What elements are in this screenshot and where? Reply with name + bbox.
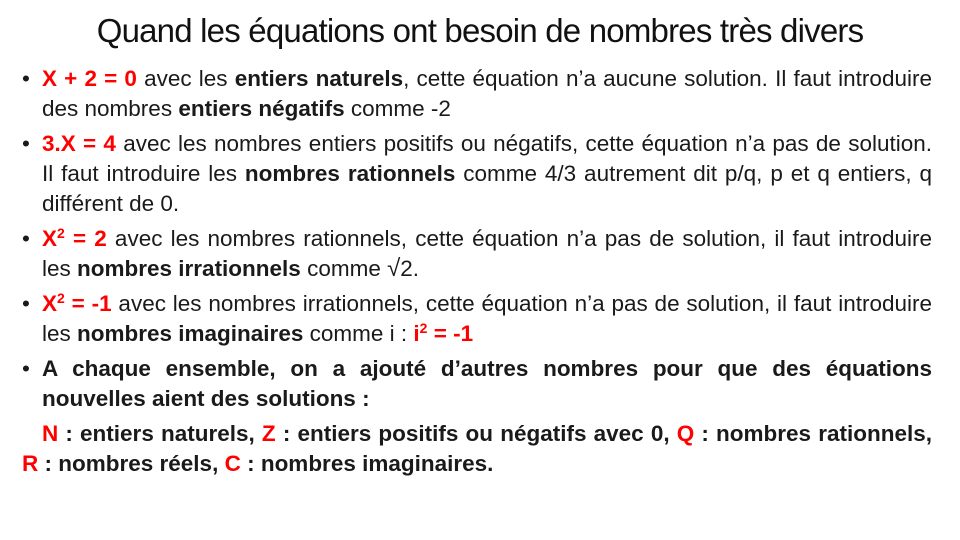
bullet-dot: • (22, 131, 30, 156)
bold-statement: A chaque ensemble, on a ajouté d’autres nombres pour que des équations nouvelles aient des solutions : (42, 356, 932, 411)
text: comme i : (303, 321, 414, 346)
result-equation (413, 321, 473, 346)
result-base: i (413, 321, 420, 346)
equation-base: X (42, 226, 58, 251)
text: avec les nombres rationnels, cette équation n’a pas de solution, il faut introduire les (42, 226, 932, 281)
text: avec les nombres entiers positifs ou négatifs, cette équation n’a pas de solution. Il faut introduire les (42, 131, 933, 186)
bullet-dot: • (22, 356, 30, 381)
set-N: N (42, 421, 59, 446)
text: comme -2 (344, 96, 451, 121)
set-Z-text: : entiers positifs ou négatifs avec 0, (275, 421, 677, 446)
text: 2. (400, 256, 420, 281)
bold-term: nombres irrationnels (77, 256, 301, 281)
bullet-dot: • (22, 66, 30, 91)
slide-content (22, 64, 932, 479)
bullet-item-2 (22, 129, 932, 219)
equation-rest: = 2 (64, 226, 107, 251)
equation (42, 226, 107, 251)
bold-term: nombres imaginaires (77, 321, 304, 346)
text: comme 4/3 autrement dit p/q, p et q entiers, q différent de 0. (42, 161, 932, 216)
sets-summary (22, 419, 932, 479)
text: comme (300, 256, 388, 281)
bullet-item-3 (22, 224, 932, 284)
set-N-text: : entiers naturels, (58, 421, 262, 446)
set-R-text: : nombres réels, (38, 451, 225, 476)
equation-rest: = -1 (64, 291, 112, 316)
bullet-item-4 (22, 289, 932, 349)
set-C-text: : nombres imaginaires. (240, 451, 494, 476)
slide-title: Quand les équations ont besoin de nombres très divers (96, 12, 864, 49)
sqrt-symbol: √ (387, 255, 401, 282)
set-Z: Z (261, 421, 276, 446)
bullet-dot: • (22, 226, 30, 251)
set-R: R (22, 451, 39, 476)
equation: 3.X = 4 (42, 131, 116, 156)
result-rest: = -1 (427, 321, 474, 346)
result-exponent: 2 (419, 320, 428, 336)
equation (42, 291, 112, 316)
bullet-dot: • (22, 291, 30, 316)
equation-base: X (42, 291, 58, 316)
equation-exponent: 2 (57, 290, 65, 306)
bold-term: nombres rationnels (244, 161, 456, 186)
bullet-item-5 (22, 354, 932, 414)
set-Q-text: : nombres rationnels, (694, 421, 932, 446)
equation: X + 2 = 0 (42, 66, 137, 91)
set-C: C (224, 451, 241, 476)
bold-term: entiers naturels (234, 66, 404, 91)
bullet-item-1 (22, 64, 932, 124)
text: avec les nombres irrationnels, cette équation n’a pas de solution, il faut introduire les (42, 291, 932, 346)
text: avec les (136, 66, 235, 91)
equation-exponent: 2 (57, 225, 65, 241)
bold-term: entiers négatifs (178, 96, 345, 121)
text: , cette équation n’a aucune solution. Il faut introduire des nombres (42, 66, 932, 121)
set-Q: Q (676, 421, 695, 446)
